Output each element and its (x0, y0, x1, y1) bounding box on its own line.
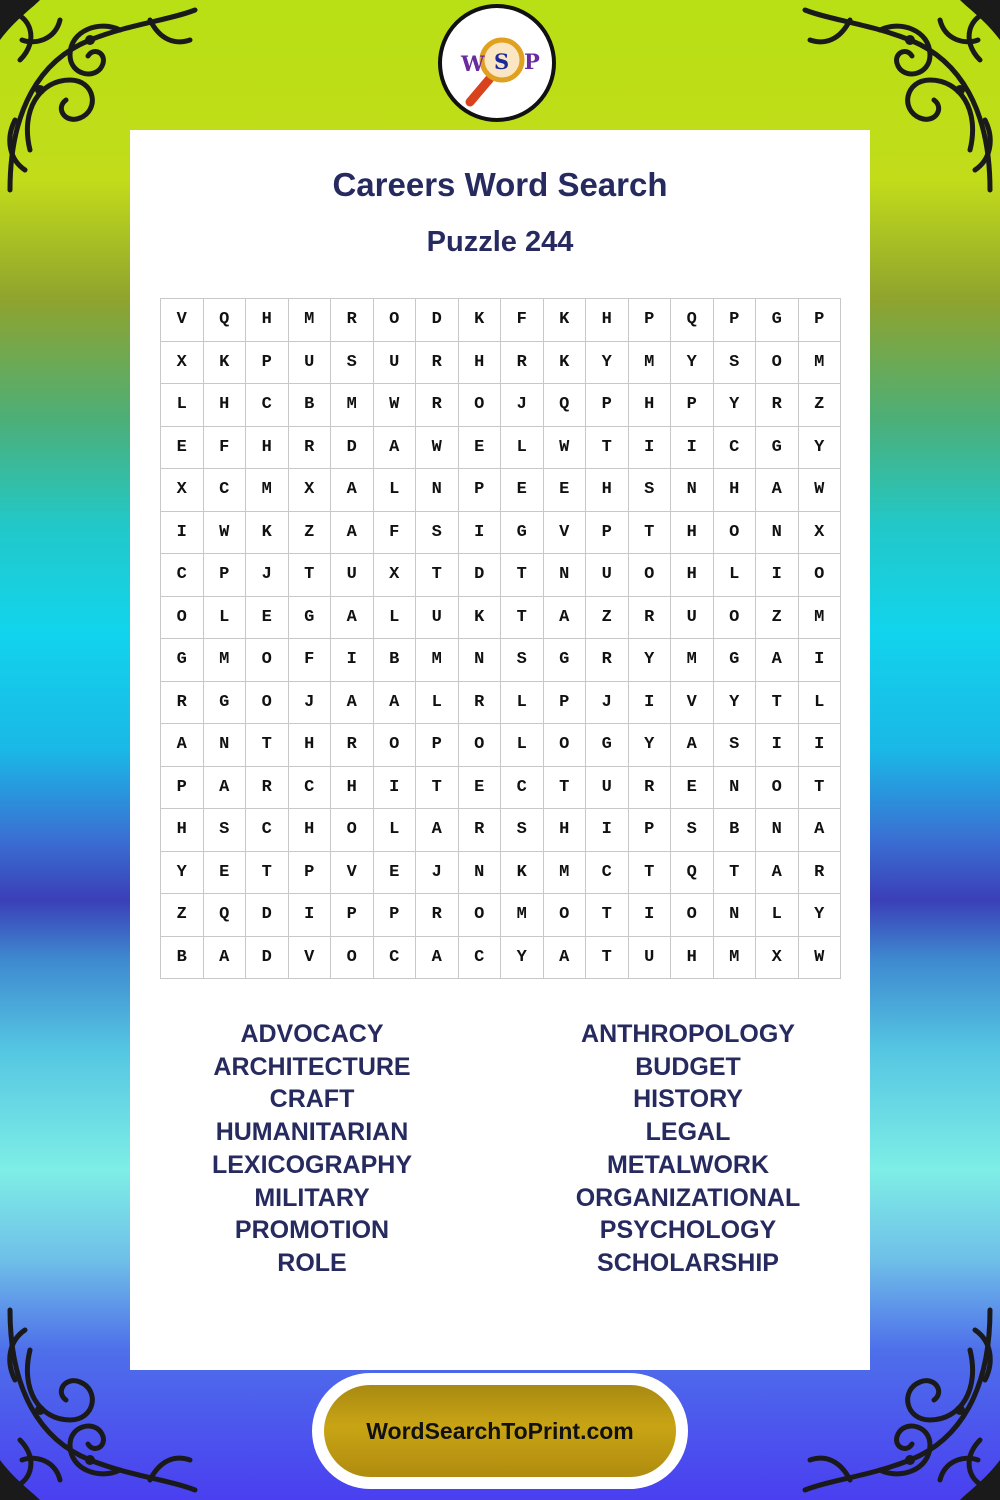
grid-cell[interactable]: R (459, 682, 502, 725)
grid-cell[interactable]: E (501, 469, 544, 512)
grid-cell[interactable]: S (714, 342, 757, 385)
grid-cell[interactable]: D (246, 937, 289, 980)
grid-cell[interactable]: W (799, 469, 842, 512)
grid-cell[interactable]: O (544, 724, 587, 767)
grid-cell[interactable]: C (374, 937, 417, 980)
grid-cell[interactable]: Q (544, 384, 587, 427)
grid-cell[interactable]: I (629, 894, 672, 937)
grid-cell[interactable]: W (544, 427, 587, 470)
grid-cell[interactable]: J (501, 384, 544, 427)
grid-cell[interactable]: C (714, 427, 757, 470)
grid-cell[interactable]: L (374, 809, 417, 852)
word-list-item: ORGANIZATIONAL (575, 1183, 801, 1212)
grid-cell[interactable]: A (374, 427, 417, 470)
grid-cell[interactable]: L (374, 597, 417, 640)
grid-cell[interactable]: Z (799, 384, 842, 427)
grid-cell[interactable]: P (374, 894, 417, 937)
grid-cell[interactable]: C (459, 937, 502, 980)
grid-cell[interactable]: A (416, 937, 459, 980)
grid-cell[interactable]: O (756, 342, 799, 385)
grid-cell[interactable]: G (544, 639, 587, 682)
grid-cell[interactable]: O (331, 809, 374, 852)
grid-cell[interactable]: R (756, 384, 799, 427)
grid-cell[interactable]: P (246, 342, 289, 385)
grid-cell[interactable]: N (671, 469, 714, 512)
grid-cell[interactable]: G (289, 597, 332, 640)
grid-cell[interactable]: U (374, 342, 417, 385)
grid-cell[interactable]: O (246, 639, 289, 682)
grid-cell[interactable]: O (714, 597, 757, 640)
grid-cell[interactable]: U (586, 767, 629, 810)
magnifier-icon (442, 8, 552, 118)
grid-cell[interactable]: I (161, 512, 204, 555)
word-list-item: ROLE (277, 1248, 347, 1277)
grid-cell[interactable]: B (289, 384, 332, 427)
grid-cell[interactable]: M (544, 852, 587, 895)
grid-cell[interactable]: T (799, 767, 842, 810)
grid-cell[interactable]: P (629, 299, 672, 342)
grid-cell[interactable]: X (374, 554, 417, 597)
site-link[interactable]: WordSearchToPrint.com (324, 1385, 676, 1477)
grid-cell[interactable]: O (714, 512, 757, 555)
grid-cell[interactable]: R (799, 852, 842, 895)
grid-cell[interactable]: Z (289, 512, 332, 555)
grid-cell[interactable]: A (544, 937, 587, 980)
grid-cell[interactable]: J (586, 682, 629, 725)
grid-cell[interactable]: E (161, 427, 204, 470)
grid-cell[interactable]: E (459, 427, 502, 470)
grid-cell[interactable]: M (671, 639, 714, 682)
grid-cell[interactable]: O (374, 724, 417, 767)
grid-cell[interactable]: H (246, 427, 289, 470)
grid-cell[interactable]: E (544, 469, 587, 512)
grid-cell[interactable]: U (331, 554, 374, 597)
word-list-item: ANTHROPOLOGY (581, 1020, 795, 1048)
grid-cell[interactable]: H (629, 384, 672, 427)
grid-cell[interactable]: I (459, 512, 502, 555)
grid-cell[interactable]: L (501, 724, 544, 767)
grid-cell[interactable]: W (799, 937, 842, 980)
grid-cell[interactable]: W (416, 427, 459, 470)
grid-cell[interactable]: T (246, 852, 289, 895)
grid-cell[interactable]: S (501, 809, 544, 852)
grid-cell[interactable]: Z (756, 597, 799, 640)
grid-cell[interactable]: M (501, 894, 544, 937)
grid-cell[interactable]: E (246, 597, 289, 640)
grid-cell[interactable]: I (586, 809, 629, 852)
grid-cell[interactable]: I (629, 682, 672, 725)
grid-cell[interactable]: T (756, 682, 799, 725)
grid-cell[interactable]: H (671, 554, 714, 597)
grid-cell[interactable]: B (161, 937, 204, 980)
grid-cell[interactable]: K (204, 342, 247, 385)
grid-cell[interactable]: P (714, 299, 757, 342)
grid-cell[interactable]: S (714, 724, 757, 767)
grid-cell[interactable]: O (331, 937, 374, 980)
grid-cell[interactable]: H (246, 299, 289, 342)
grid-cell[interactable]: O (459, 724, 502, 767)
grid-cell[interactable]: K (544, 299, 587, 342)
grid-cell[interactable]: M (246, 469, 289, 512)
grid-cell[interactable]: C (204, 469, 247, 512)
grid-cell[interactable]: R (161, 682, 204, 725)
grid-cell[interactable]: Y (501, 937, 544, 980)
grid-cell[interactable]: P (629, 809, 672, 852)
grid-cell[interactable]: I (289, 894, 332, 937)
grid-cell[interactable]: O (374, 299, 417, 342)
grid-cell[interactable]: C (586, 852, 629, 895)
grid-cell[interactable]: P (586, 384, 629, 427)
grid-cell[interactable]: F (501, 299, 544, 342)
grid-cell[interactable]: P (289, 852, 332, 895)
grid-cell[interactable]: A (756, 852, 799, 895)
grid-cell[interactable]: I (331, 639, 374, 682)
grid-cell[interactable]: S (416, 512, 459, 555)
grid-cell[interactable]: Q (671, 299, 714, 342)
grid-cell[interactable]: T (586, 894, 629, 937)
grid-cell[interactable]: Y (629, 724, 672, 767)
grid-cell[interactable]: R (416, 384, 459, 427)
grid-cell[interactable]: A (544, 597, 587, 640)
word-list-item: PSYCHOLOGY (599, 1216, 777, 1245)
grid-cell[interactable]: H (289, 724, 332, 767)
grid-cell[interactable]: C (161, 554, 204, 597)
site-badge (312, 1373, 688, 1489)
grid-cell[interactable]: Y (161, 852, 204, 895)
grid-cell[interactable]: K (544, 342, 587, 385)
grid-cell[interactable]: G (501, 512, 544, 555)
grid-cell[interactable]: M (799, 597, 842, 640)
grid-cell[interactable]: T (501, 554, 544, 597)
grid-cell[interactable]: C (501, 767, 544, 810)
grid-cell[interactable]: R (416, 894, 459, 937)
grid-cell[interactable]: Z (161, 894, 204, 937)
grid-cell[interactable]: M (416, 639, 459, 682)
logo-letter-p: P (524, 49, 540, 74)
grid-cell[interactable]: K (501, 852, 544, 895)
grid-cell[interactable]: M (289, 299, 332, 342)
grid-cell[interactable]: G (586, 724, 629, 767)
grid-cell[interactable]: G (161, 639, 204, 682)
grid-cell[interactable]: T (629, 852, 672, 895)
grid-cell[interactable]: H (544, 809, 587, 852)
puzzle-number: Puzzle 244 (426, 226, 574, 258)
logo-letter-w: W (461, 51, 485, 76)
grid-cell[interactable]: F (204, 427, 247, 470)
grid-cell[interactable]: O (756, 767, 799, 810)
grid-cell[interactable]: I (756, 724, 799, 767)
grid-cell[interactable]: V (544, 512, 587, 555)
grid-cell[interactable]: R (629, 767, 672, 810)
word-list-item: LEGAL (645, 1118, 731, 1147)
grid-cell[interactable]: A (204, 937, 247, 980)
word-list-item: LEXICOGRAPHY (211, 1150, 413, 1179)
grid-cell[interactable]: H (289, 809, 332, 852)
word-list-item: CRAFT (269, 1085, 355, 1114)
grid-cell[interactable]: L (714, 554, 757, 597)
grid-cell[interactable]: E (374, 852, 417, 895)
word-list-right (538, 1018, 838, 1280)
word-list-item: ADVOCACY (240, 1020, 384, 1048)
grid-cell[interactable]: R (331, 724, 374, 767)
grid-cell[interactable]: Y (714, 384, 757, 427)
grid-cell[interactable]: H (586, 299, 629, 342)
grid-cell[interactable]: H (459, 342, 502, 385)
grid-cell[interactable]: T (416, 767, 459, 810)
grid-cell[interactable]: D (416, 299, 459, 342)
grid-cell[interactable]: T (629, 512, 672, 555)
grid-cell[interactable]: G (756, 427, 799, 470)
grid-cell[interactable]: N (459, 639, 502, 682)
grid-cell[interactable]: X (161, 342, 204, 385)
grid-cell[interactable]: A (799, 809, 842, 852)
grid-cell[interactable]: P (459, 469, 502, 512)
grid-cell[interactable]: A (331, 597, 374, 640)
grid-cell[interactable]: R (586, 639, 629, 682)
grid-cell[interactable]: K (246, 512, 289, 555)
grid-cell[interactable]: M (799, 342, 842, 385)
grid-cell[interactable]: H (714, 469, 757, 512)
grid-cell[interactable]: V (331, 852, 374, 895)
grid-cell[interactable]: A (756, 469, 799, 512)
grid-cell[interactable]: S (204, 809, 247, 852)
grid-cell[interactable]: H (204, 384, 247, 427)
grid-cell[interactable]: A (671, 724, 714, 767)
grid-cell[interactable]: H (671, 937, 714, 980)
grid-cell[interactable]: O (544, 894, 587, 937)
grid-cell[interactable]: T (501, 597, 544, 640)
grid-cell[interactable]: Y (629, 639, 672, 682)
grid-cell[interactable]: Q (204, 894, 247, 937)
grid-cell[interactable]: I (671, 427, 714, 470)
grid-cell[interactable]: N (714, 894, 757, 937)
grid-cell[interactable]: V (161, 299, 204, 342)
grid-cell[interactable]: R (501, 342, 544, 385)
grid-cell[interactable]: P (161, 767, 204, 810)
grid-cell[interactable]: K (459, 597, 502, 640)
grid-cell[interactable]: J (289, 682, 332, 725)
grid-cell[interactable]: Y (714, 682, 757, 725)
grid-cell[interactable]: D (331, 427, 374, 470)
word-list-item: METALWORK (606, 1150, 769, 1179)
grid-cell[interactable]: M (714, 937, 757, 980)
puzzle-card (130, 130, 870, 1370)
grid-cell[interactable]: O (799, 554, 842, 597)
grid-cell[interactable]: X (161, 469, 204, 512)
grid-cell[interactable]: C (246, 384, 289, 427)
grid-cell[interactable]: S (331, 342, 374, 385)
grid-cell[interactable]: A (204, 767, 247, 810)
grid-cell[interactable]: D (246, 894, 289, 937)
grid-cell[interactable]: J (246, 554, 289, 597)
grid-cell[interactable]: P (331, 894, 374, 937)
grid-cell[interactable]: I (374, 767, 417, 810)
grid-cell[interactable]: T (289, 554, 332, 597)
grid-cell[interactable]: V (671, 682, 714, 725)
grid-cell[interactable]: U (671, 597, 714, 640)
grid-cell[interactable]: D (459, 554, 502, 597)
grid-cell[interactable]: K (459, 299, 502, 342)
grid-cell[interactable]: I (799, 639, 842, 682)
grid-cell[interactable]: R (246, 767, 289, 810)
word-list-item: MILITARY (254, 1183, 370, 1212)
grid-cell[interactable]: O (671, 894, 714, 937)
grid-cell[interactable]: Y (799, 894, 842, 937)
logo-letter-s: S (494, 49, 510, 74)
grid-cell[interactable]: W (374, 384, 417, 427)
grid-cell[interactable]: R (459, 809, 502, 852)
grid-cell[interactable]: T (714, 852, 757, 895)
grid-cell[interactable]: Q (204, 299, 247, 342)
grid-cell[interactable]: N (544, 554, 587, 597)
wsp-logo (438, 4, 556, 122)
grid-cell[interactable]: L (374, 469, 417, 512)
grid-cell[interactable]: H (331, 767, 374, 810)
grid-cell[interactable]: N (416, 469, 459, 512)
grid-cell[interactable]: U (586, 554, 629, 597)
word-list-item: BUDGET (635, 1052, 741, 1081)
grid-cell[interactable]: N (714, 767, 757, 810)
grid-cell[interactable]: I (756, 554, 799, 597)
grid-cell[interactable]: F (374, 512, 417, 555)
grid-cell[interactable]: U (289, 342, 332, 385)
letter-grid (160, 298, 841, 979)
grid-cell[interactable]: E (459, 767, 502, 810)
grid-cell[interactable]: L (204, 597, 247, 640)
grid-cell[interactable]: E (204, 852, 247, 895)
grid-cell[interactable]: G (204, 682, 247, 725)
grid-cell[interactable]: A (416, 809, 459, 852)
grid-cell[interactable]: S (501, 639, 544, 682)
grid-cell[interactable]: P (799, 299, 842, 342)
grid-cell[interactable]: L (799, 682, 842, 725)
grid-cell[interactable]: N (459, 852, 502, 895)
word-list-item: SCHOLARSHIP (597, 1248, 779, 1277)
grid-cell[interactable]: B (374, 639, 417, 682)
grid-cell[interactable]: L (501, 427, 544, 470)
word-list-item: HUMANITARIAN (215, 1118, 409, 1147)
grid-cell[interactable]: A (756, 639, 799, 682)
grid-cell[interactable]: G (756, 299, 799, 342)
grid-cell[interactable]: M (331, 384, 374, 427)
grid-cell[interactable]: R (331, 299, 374, 342)
grid-cell[interactable]: A (374, 682, 417, 725)
word-list-left (162, 1018, 462, 1280)
page-title: Careers Word Search (332, 166, 668, 203)
grid-cell[interactable]: C (289, 767, 332, 810)
grid-cell[interactable]: M (629, 342, 672, 385)
grid-cell[interactable]: G (714, 639, 757, 682)
grid-cell[interactable]: A (331, 512, 374, 555)
grid-cell[interactable]: N (204, 724, 247, 767)
grid-cell[interactable]: X (289, 469, 332, 512)
grid-cell[interactable]: R (416, 342, 459, 385)
grid-cell[interactable]: T (586, 937, 629, 980)
grid-cell[interactable]: Q (671, 852, 714, 895)
grid-cell[interactable]: O (459, 894, 502, 937)
grid-cell[interactable]: P (671, 384, 714, 427)
grid-cell[interactable]: L (756, 894, 799, 937)
grid-cell[interactable]: L (501, 682, 544, 725)
grid-cell[interactable]: R (289, 427, 332, 470)
grid-cell[interactable]: T (544, 767, 587, 810)
grid-cell[interactable]: I (799, 724, 842, 767)
grid-cell[interactable]: P (204, 554, 247, 597)
word-list-item: ARCHITECTURE (213, 1052, 411, 1081)
grid-cell[interactable]: O (629, 554, 672, 597)
grid-cell[interactable]: Z (586, 597, 629, 640)
grid-cell[interactable]: S (671, 809, 714, 852)
grid-cell[interactable]: P (544, 682, 587, 725)
grid-cell[interactable]: Y (586, 342, 629, 385)
grid-cell[interactable]: X (756, 937, 799, 980)
grid-cell[interactable]: U (629, 937, 672, 980)
grid-cell[interactable]: H (671, 512, 714, 555)
grid-cell[interactable]: V (289, 937, 332, 980)
grid-cell[interactable]: A (331, 682, 374, 725)
grid-cell[interactable]: X (799, 512, 842, 555)
grid-cell[interactable]: Y (671, 342, 714, 385)
grid-cell[interactable]: O (459, 384, 502, 427)
word-list-item: PROMOTION (234, 1216, 390, 1245)
grid-cell[interactable]: L (161, 384, 204, 427)
grid-cell[interactable]: L (416, 682, 459, 725)
grid-cell[interactable]: H (161, 809, 204, 852)
grid-cell[interactable]: R (629, 597, 672, 640)
grid-cell[interactable]: P (586, 512, 629, 555)
grid-cell[interactable]: E (671, 767, 714, 810)
grid-cell[interactable]: O (246, 682, 289, 725)
grid-cell[interactable]: W (204, 512, 247, 555)
grid-cell[interactable]: O (161, 597, 204, 640)
grid-cell[interactable]: I (629, 427, 672, 470)
grid-cell[interactable]: H (586, 469, 629, 512)
grid-cell[interactable]: P (416, 724, 459, 767)
grid-cell[interactable]: N (756, 809, 799, 852)
grid-cell[interactable]: C (246, 809, 289, 852)
grid-cell[interactable]: N (756, 512, 799, 555)
grid-cell[interactable]: S (629, 469, 672, 512)
word-list-item: HISTORY (633, 1085, 743, 1114)
grid-cell[interactable]: Y (799, 427, 842, 470)
grid-cell[interactable]: U (416, 597, 459, 640)
grid-cell[interactable]: A (331, 469, 374, 512)
grid-cell[interactable]: T (246, 724, 289, 767)
grid-cell[interactable]: A (161, 724, 204, 767)
grid-cell[interactable]: T (416, 554, 459, 597)
grid-cell[interactable]: J (416, 852, 459, 895)
grid-cell[interactable]: M (204, 639, 247, 682)
grid-cell[interactable]: F (289, 639, 332, 682)
grid-cell[interactable]: B (714, 809, 757, 852)
grid-cell[interactable]: T (586, 427, 629, 470)
